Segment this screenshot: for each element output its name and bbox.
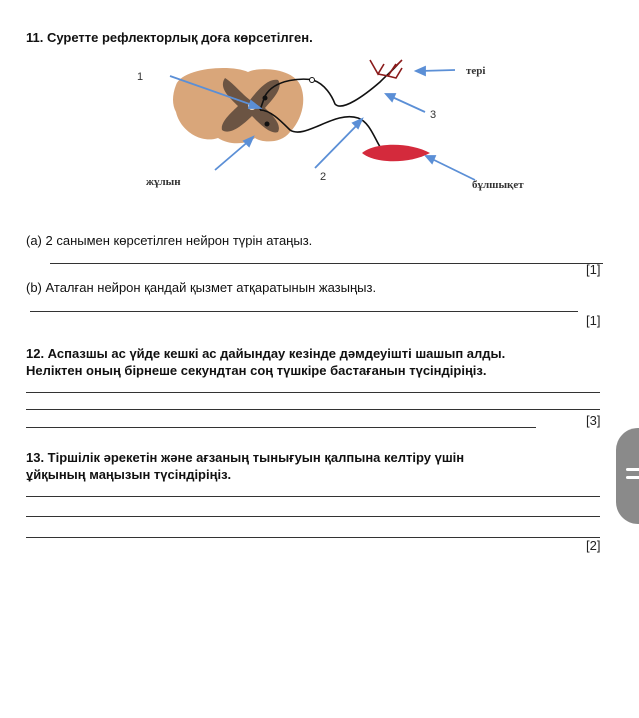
diagram-label-skin: тері <box>466 65 486 77</box>
question-11a-text: (а) 2 санымен көрсетілген нейрон түрін атаңыз. <box>26 233 313 248</box>
spinal-cord-illustration <box>173 68 303 143</box>
question-11-title: 11. Суретте рефлекторлық доға көрсетілген. <box>26 30 313 45</box>
question-13-line2: ұйқының маңызын түсіндіріңіз. <box>26 467 232 482</box>
answer-line[interactable] <box>50 263 603 264</box>
diagram-label-1: 1 <box>137 71 144 83</box>
reflex-arc-diagram <box>120 50 540 200</box>
answer-line[interactable] <box>26 537 600 538</box>
question-12-line1: 12. Аспазшы ас үйде кешкі ас дайындау кезінде дәмдеуішті шашып алды. <box>26 346 506 361</box>
mark-13: [2] <box>586 538 601 553</box>
mark-11b: [1] <box>586 313 601 328</box>
question-11b-text: (b) Аталған нейрон қандай қызмет атқаратынын жазыңыз. <box>26 280 377 295</box>
answer-line[interactable] <box>26 427 536 428</box>
diagram-label-3: 3 <box>430 109 437 121</box>
question-13-line1: 13. Тіршілік әрекетін және ағзаның тынығуын қалпына келтіру үшін <box>26 450 465 465</box>
answer-line[interactable] <box>26 409 600 410</box>
diagram-label-muscle: бұлшықет <box>472 179 524 191</box>
side-panel-tab[interactable] <box>616 428 639 524</box>
question-12-line2: Неліктен оның бірнеше секундтан соң түшкіре бастағанын түсіндіріңіз. <box>26 363 487 378</box>
mark-12: [3] <box>586 413 601 428</box>
diagram-label-2: 2 <box>320 171 327 183</box>
diagram-label-spinal-cord: жұлын <box>146 176 181 188</box>
answer-line[interactable] <box>26 392 600 393</box>
mark-11a: [1] <box>586 262 601 277</box>
answer-line[interactable] <box>26 516 600 517</box>
skin-receptor <box>370 60 402 78</box>
answer-line[interactable] <box>26 496 600 497</box>
answer-line[interactable] <box>30 311 578 312</box>
muscle-illustration <box>362 145 430 162</box>
